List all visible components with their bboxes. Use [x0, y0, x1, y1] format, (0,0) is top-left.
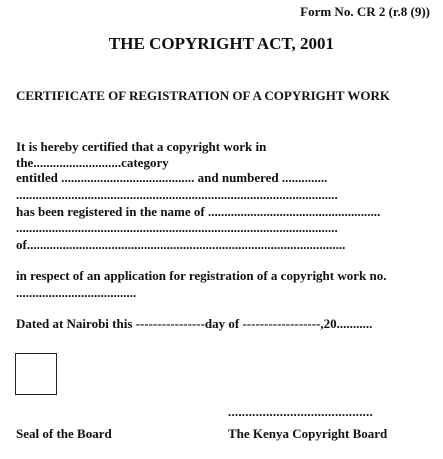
- form-number: Form No. CR 2 (r.8 (9)): [300, 4, 430, 19]
- application-number-dots: .....................................: [16, 285, 137, 300]
- dated-line: Dated at Nairobi this ----------------day of ------------------,20...........: [16, 316, 373, 331]
- seal-label: Seal of the Board: [16, 426, 112, 441]
- application-line: in respect of an application for registration of a copyright work no.: [16, 268, 387, 283]
- certificate-title: CERTIFICATE OF REGISTRATION OF A COPYRIGHT WORK: [16, 88, 390, 103]
- entitled-line: entitled ......................................... and numbered ..............: [16, 170, 328, 185]
- board-label: The Kenya Copyright Board: [228, 426, 388, 441]
- act-title: THE COPYRIGHT ACT, 2001: [108, 34, 335, 53]
- certification-line-1: It is hereby certified that a copyright work in: [16, 139, 267, 154]
- registered-name-line: has been registered in the name of .....................................................: [16, 204, 381, 219]
- blank-dotted-line-1: ...................................................................................................: [16, 187, 338, 202]
- seal-box: [15, 353, 57, 395]
- category-line: the...........................category: [16, 155, 169, 170]
- board-signature-line: ..........................................: [228, 404, 373, 419]
- address-of-line: of..................................................................................................: [16, 237, 346, 252]
- blank-dotted-line-2: ...................................................................................................: [16, 220, 338, 235]
